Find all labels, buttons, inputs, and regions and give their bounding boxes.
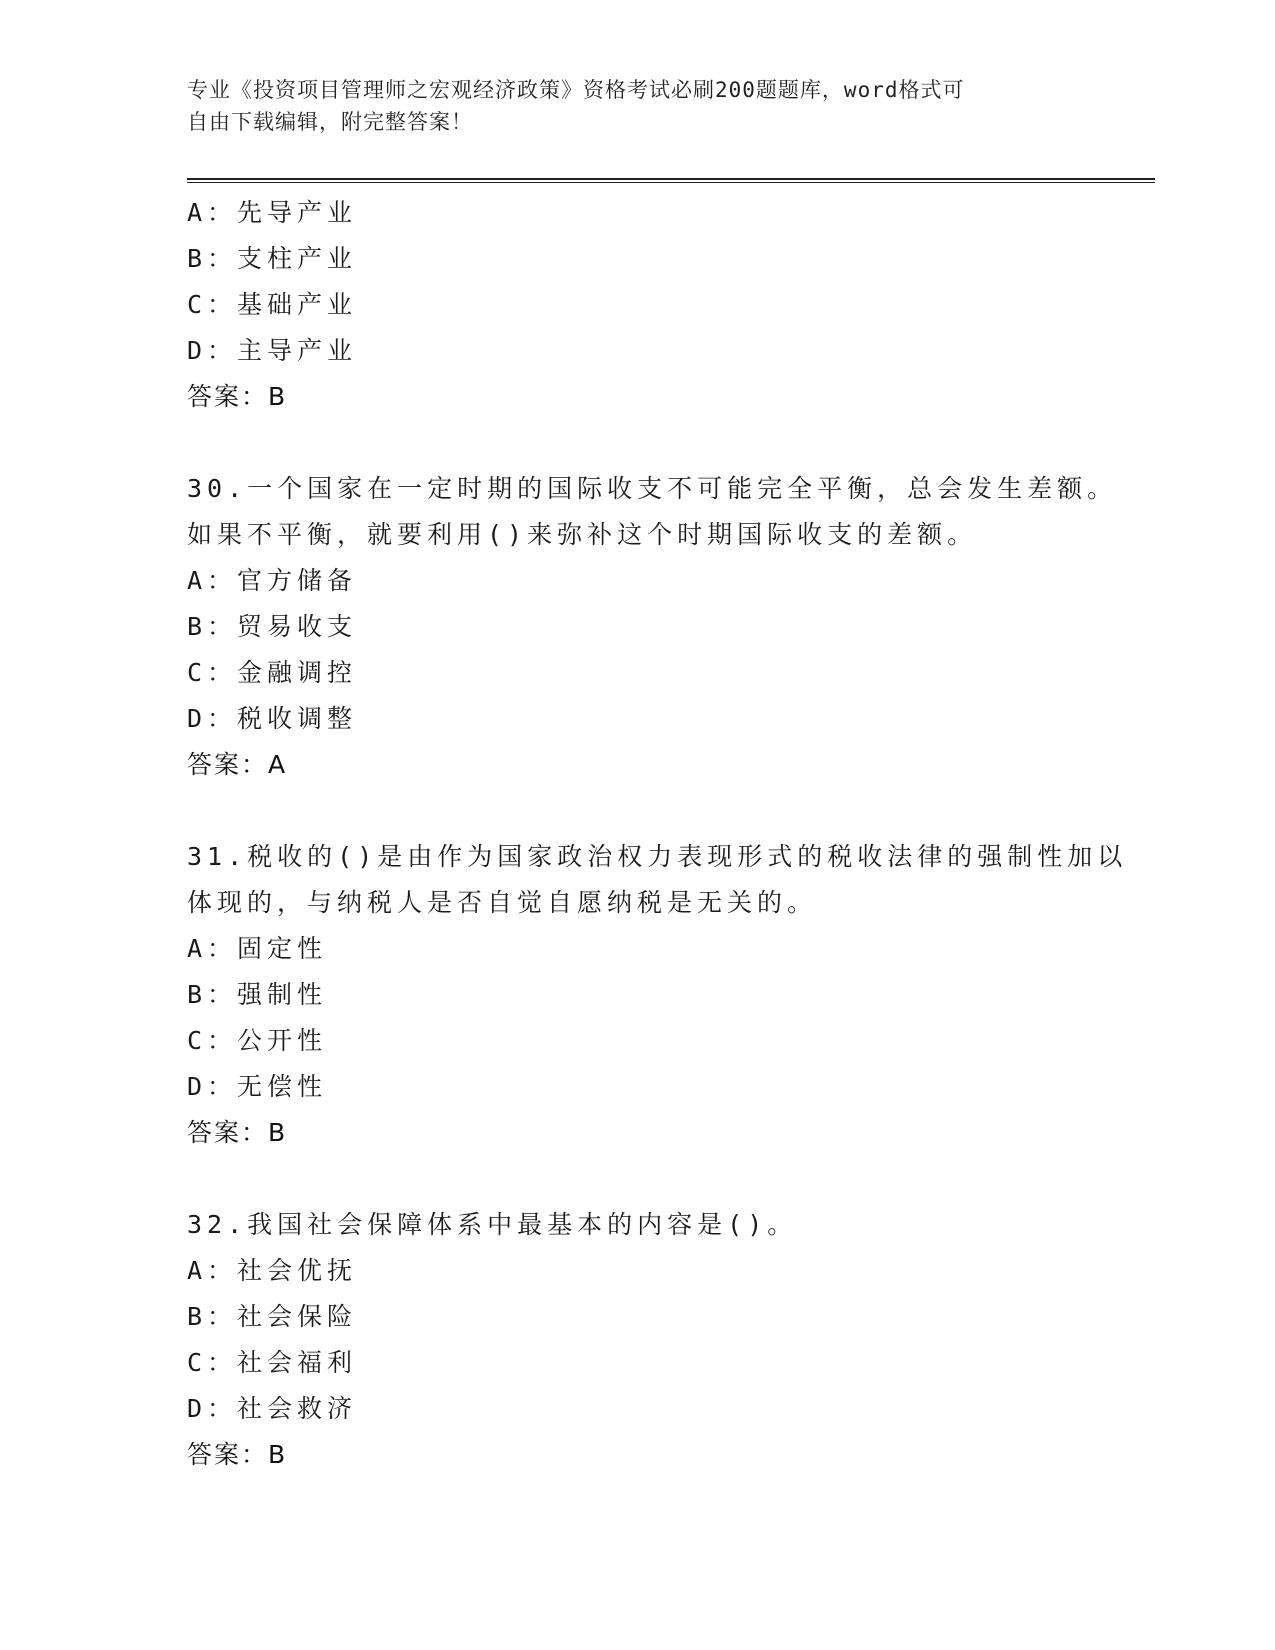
document-header bbox=[187, 74, 1087, 138]
option-b: B：贸易收支 bbox=[187, 612, 358, 641]
option-d: D：社会救济 bbox=[187, 1394, 358, 1423]
answer-line: 答案：B bbox=[187, 382, 288, 411]
option-a: A：官方储备 bbox=[187, 566, 358, 595]
option-d: D：主导产业 bbox=[187, 336, 358, 365]
question-list bbox=[187, 190, 1128, 1478]
question-block bbox=[187, 1202, 1087, 1478]
option-c: C：公开性 bbox=[187, 1026, 328, 1055]
header-line-2: 自由下载编辑，附完整答案！ bbox=[187, 110, 473, 134]
answer-line: 答案：B bbox=[187, 1440, 288, 1469]
question-text-line: 30.一个国家在一定时期的国际收支不可能完全平衡，总会发生差额。 bbox=[187, 474, 1118, 503]
option-c: C：基础产业 bbox=[187, 290, 358, 319]
header-divider bbox=[187, 178, 1155, 183]
question-block bbox=[187, 190, 1087, 420]
header-line-1: 专业《投资项目管理师之宏观经济政策》资格考试必刷200题题库，word格式可 bbox=[187, 78, 965, 102]
question-block bbox=[187, 466, 1118, 788]
question-text-line: 32.我国社会保障体系中最基本的内容是()。 bbox=[187, 1210, 798, 1239]
question-text-line: 如果不平衡，就要利用()来弥补这个时期国际收支的差额。 bbox=[187, 520, 978, 549]
answer-line: 答案：B bbox=[187, 1118, 288, 1147]
question-text-line: 体现的，与纳税人是否自觉自愿纳税是无关的。 bbox=[187, 888, 818, 917]
answer-line: 答案：A bbox=[187, 750, 288, 779]
spacer bbox=[187, 420, 1087, 466]
question-block bbox=[187, 834, 1128, 1156]
option-d: D：税收调整 bbox=[187, 704, 358, 733]
option-a: A：社会优抚 bbox=[187, 1256, 358, 1285]
option-c: C：社会福利 bbox=[187, 1348, 358, 1377]
spacer bbox=[187, 788, 1087, 834]
option-a: A：先导产业 bbox=[187, 198, 358, 227]
spacer bbox=[187, 1156, 1087, 1202]
option-b: B：社会保险 bbox=[187, 1302, 358, 1331]
option-c: C：金融调控 bbox=[187, 658, 358, 687]
question-text-line: 31.税收的()是由作为国家政治权力表现形式的税收法律的强制性加以 bbox=[187, 842, 1128, 871]
option-a: A：固定性 bbox=[187, 934, 328, 963]
option-d: D：无偿性 bbox=[187, 1072, 328, 1101]
option-b: B：支柱产业 bbox=[187, 244, 358, 273]
option-b: B：强制性 bbox=[187, 980, 328, 1009]
